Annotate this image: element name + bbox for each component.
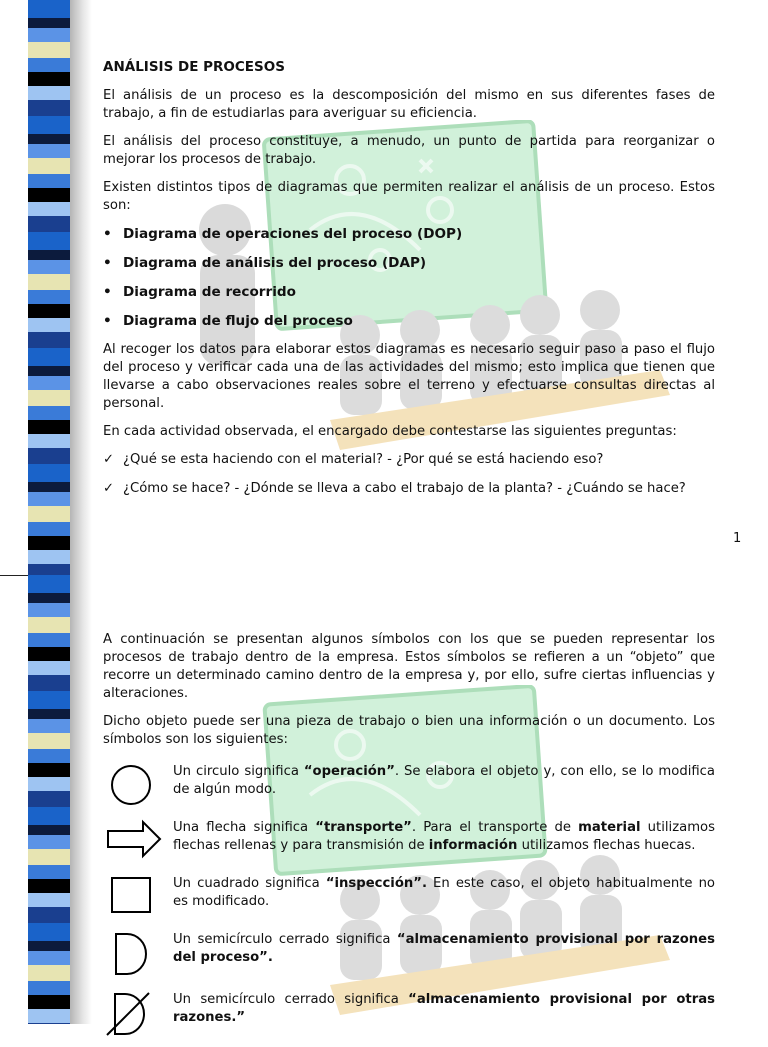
arrow-transport-icon [105,819,163,859]
paragraph-purpose: El análisis del proceso constituye, a menudo, un punto de partida para reorganizar o mejorar los procesos de trabajo. [103,134,715,167]
paragraph-questions-intro: En cada actividad observada, el encargado debe contestarse las siguientes preguntas: [103,424,677,439]
symbol-description: Un semicírculo cerrado significa “almacenamiento provisional por otras razones.” [173,992,715,1025]
symbol-row-inspection [103,875,715,925]
symbol-row-transport [103,819,715,869]
symbol-description: Un cuadrado significa “inspección”. En este caso, el objeto habitualmente no es modificado. [173,876,716,909]
page-title: ANÁLISIS DE PROCESOS [103,59,285,75]
paragraph-definition: El análisis de un proceso es la descomposición del mismo en sus diferentes fases de trabajo, a fin de estudiarlas para averiguar su eficiencia. [103,88,715,121]
paragraph-data-collection: Al recoger los datos para elaborar estos diagramas es necesario seguir paso a paso el flujo del proceso y verificar cada una de las actividades del mismo; esto implica que tienen que llevarse a cabo observaciones reales sobre el terreno y efectuarse consultas directas al personal. [103,342,715,411]
checkmark-icon: ✓ [103,452,115,467]
decorative-stripe-page2 [28,575,70,1024]
list-item: • Diagrama de operaciones del proceso (DOP) [103,226,463,242]
list-item: ✓ ¿Qué se esta haciendo con el material? - ¿Por qué se está haciendo eso? [103,452,604,467]
question-list [103,451,715,498]
paragraph-diagram-types: Existen distintos tipos de diagramas que permiten realizar el análisis de un proceso. Estos son: [103,180,715,213]
list-item: • Diagrama de flujo del proceso [103,313,353,329]
bullet-icon: • [103,255,112,271]
symbol-description: Un circulo significa “operación”. Se elabora el objeto y, con ello, se lo modifica de algún modo. [173,764,715,797]
page1-content [103,58,715,509]
stripe-shadow-page2 [70,575,92,1024]
semicircle-storage-icon [113,931,153,977]
paragraph-object-definition: Dicho objeto puede ser una pieza de trabajo o bien una información o un documento. Los símbolos son los siguientes: [103,714,715,747]
diagram-list [103,225,715,330]
paragraph-symbols-intro: A continuación se presentan algunos símbolos con los que se pueden representar los procesos de trabajo dentro de la empresa. Estos símbolos se refieren a un “objeto” que recorre un determinado camino dentro de la empresa y, por ello, sufre ciertas influencias y alteraciones. [103,632,715,701]
page2-content [103,631,715,1047]
symbol-row-operation [103,763,715,813]
list-item: • Diagrama de recorrido [103,284,296,300]
bullet-icon: • [103,226,112,242]
circle-operation-icon [109,763,153,807]
symbol-description: Un semicírculo cerrado significa “almacenamiento provisional por razones del proceso”. [173,932,715,965]
decorative-stripe-page1 [28,0,70,575]
bullet-icon: • [103,313,112,329]
list-item: • Diagrama de análisis del proceso (DAP) [103,255,427,271]
checkmark-icon: ✓ [103,481,115,496]
symbol-row-storage-other [103,991,715,1041]
crossed-semicircle-storage-icon [105,991,155,1037]
bullet-icon: • [103,284,112,300]
square-inspection-icon [109,875,153,915]
symbol-description: Una flecha significa “transporte”. Para el transporte de material utilizamos flechas rellenas y para transmisión de información utilizamos flechas huecas. [173,820,715,853]
stripe-shadow-page1 [70,0,92,575]
list-item: ✓ ¿Cómo se hace? - ¿Dónde se lleva a cabo el trabajo de la planta? - ¿Cuándo se hace? [103,481,686,496]
symbol-row-storage-process [103,931,715,981]
page-number: 1 [733,531,742,546]
